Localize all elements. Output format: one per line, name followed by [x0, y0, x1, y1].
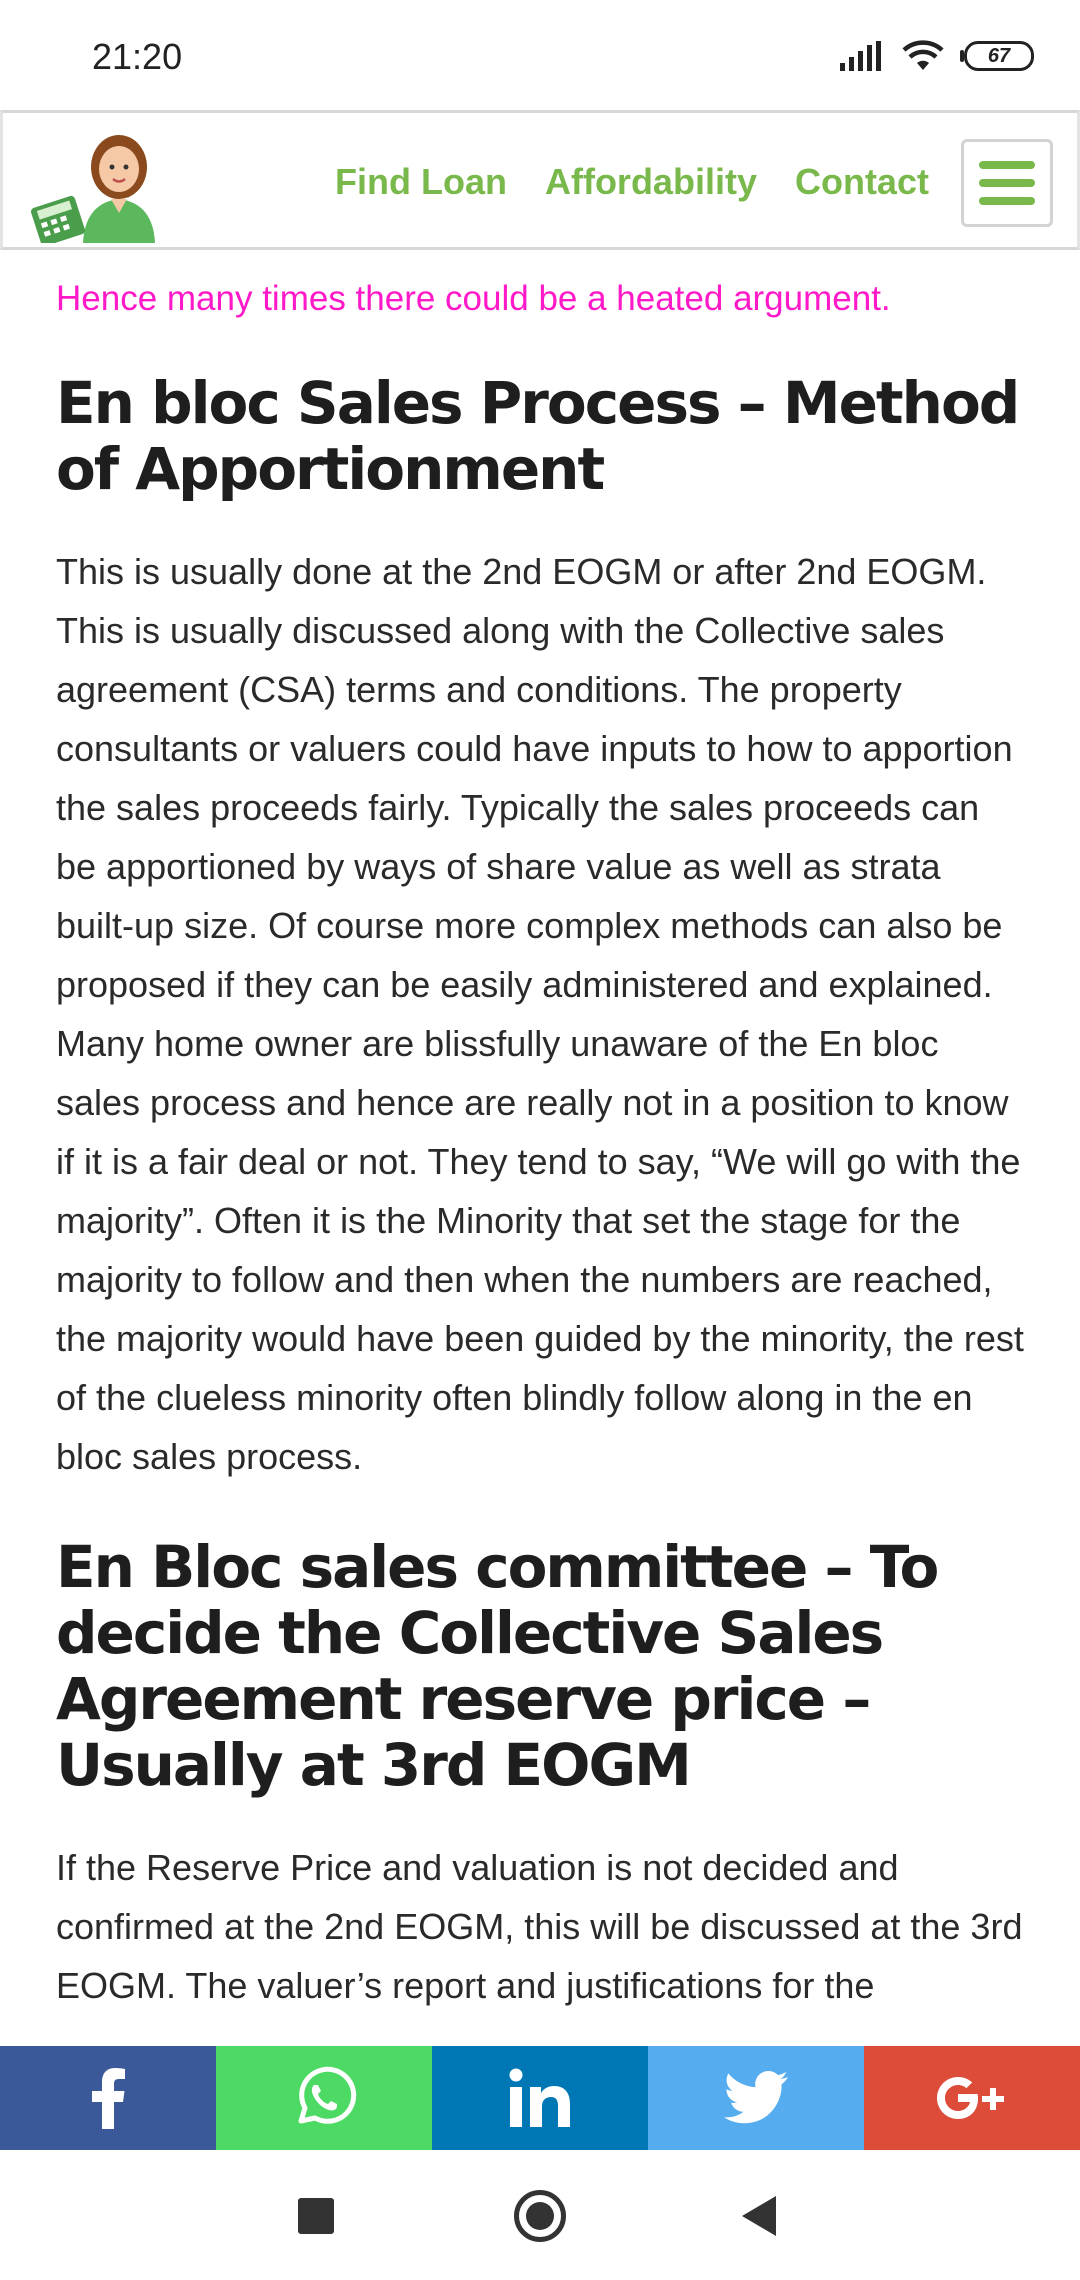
- wifi-icon: [902, 40, 944, 72]
- battery-icon: 67: [964, 41, 1034, 71]
- linkedin-icon: [509, 2068, 571, 2128]
- share-linkedin-button[interactable]: [432, 2046, 648, 2150]
- note-line: Hence many times there could be a heated argument.: [56, 279, 891, 318]
- site-header: [0, 110, 1080, 250]
- heading-apportionment: En bloc Sales Process – Method of Apportionment: [56, 369, 1019, 503]
- google-plus-icon: [934, 2074, 1010, 2122]
- paragraph-reserve-price: If the Reserve Price and valuation is not decided and confirmed at the 2nd EOGM, this will be discussed at the 3rd EOGM. The valuer’s report and justifications for the: [56, 1847, 1023, 2006]
- hamburger-menu-icon[interactable]: [961, 139, 1053, 227]
- home-icon[interactable]: [514, 2190, 566, 2242]
- status-bar: [0, 0, 1080, 110]
- share-google-plus-button[interactable]: [864, 2046, 1080, 2150]
- nav-affordability[interactable]: Affordability: [544, 161, 757, 202]
- recents-icon[interactable]: [298, 2198, 334, 2234]
- paragraph-apportionment: This is usually done at the 2nd EOGM or after 2nd EOGM. This is usually discussed along with the Collective sales agreement (CSA) terms and conditions. The property consultants or valuers could have inputs to how to apportion the sales proceeds fairly. Typically the sales proceeds can be apportioned by ways of share value as well as strata built-up size. Of course more complex methods can also be proposed if they can be easily administered and explained. Many home owner are blissfully unaware of the En bloc sales process and hence are really not in a position to know if it is a fair deal or not. They tend to say, “We will go with the majority”. Often it is the Minority that set the stage for the majority to follow and then when the numbers are reached, the majority would have been guided by the minority, the rest of the clueless minority often blindly follow along in the en bloc sales process.: [56, 551, 1024, 1477]
- system-nav-bar: [0, 2150, 1080, 2280]
- share-bar: [0, 2046, 1080, 2150]
- status-time: 21:20: [92, 36, 183, 77]
- nav-find-loan[interactable]: Find Loan: [335, 161, 507, 202]
- twitter-icon: [723, 2070, 789, 2126]
- heading-reserve-price: En Bloc sales committee – To decide the Collective Sales Agreement reserve price – Usually at 3rd EOGM: [56, 1533, 938, 1799]
- share-whatsapp-button[interactable]: [216, 2046, 432, 2150]
- article-content: [56, 218, 1026, 2015]
- nav-contact[interactable]: Contact: [794, 161, 929, 202]
- share-facebook-button[interactable]: [0, 2046, 216, 2150]
- signal-icon: [840, 41, 882, 71]
- main-nav: [335, 161, 929, 203]
- share-twitter-button[interactable]: [648, 2046, 864, 2150]
- finance-advisor-logo[interactable]: [31, 125, 171, 243]
- facebook-icon: [88, 2067, 128, 2129]
- whatsapp-icon: [291, 2065, 357, 2131]
- back-icon[interactable]: [742, 2196, 776, 2236]
- status-icons: [840, 38, 1034, 74]
